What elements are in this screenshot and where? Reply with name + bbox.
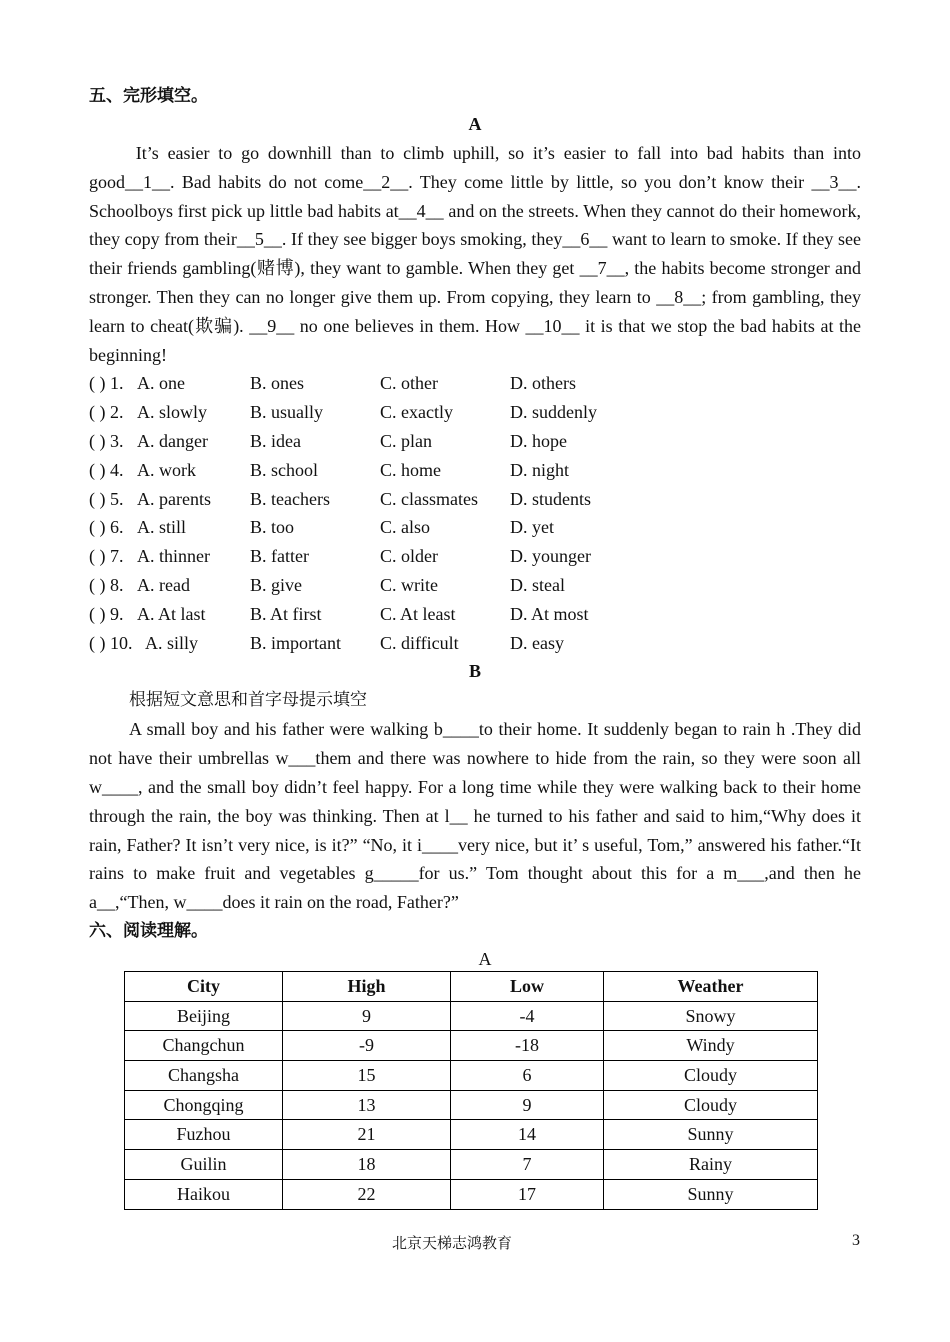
- city-cell: Guilin: [125, 1150, 283, 1180]
- weather-table: [124, 971, 818, 1210]
- option-d: D. At most: [510, 603, 589, 624]
- page-footer: [0, 1232, 950, 1252]
- question-number: ( ) 10.: [89, 632, 133, 653]
- option-a: A. thinner: [137, 546, 210, 567]
- table-header-row: [125, 972, 818, 1002]
- option-c: C. write: [380, 574, 438, 595]
- table-row: [125, 1120, 818, 1150]
- option-c: C. At least: [380, 603, 456, 624]
- option-a: A. silly: [145, 632, 199, 653]
- city-cell: Beijing: [125, 1001, 283, 1031]
- question-row: [89, 456, 861, 485]
- page-number: 3: [852, 1232, 860, 1249]
- high-cell: 21: [283, 1120, 451, 1150]
- option-b: B. teachers: [250, 488, 330, 509]
- option-b: B. school: [250, 459, 319, 480]
- city-cell: Chongqing: [125, 1090, 283, 1120]
- high-cell: 9: [283, 1001, 451, 1031]
- option-d: D. students: [510, 488, 591, 509]
- question-number: ( ) 1.: [89, 373, 124, 394]
- option-c: C. difficult: [380, 632, 459, 653]
- option-d: D. others: [510, 373, 576, 394]
- option-d: D. yet: [510, 517, 554, 538]
- city-cell: Changsha: [125, 1061, 283, 1091]
- option-c: C. plan: [380, 430, 432, 451]
- option-b: B. usually: [250, 402, 324, 423]
- low-cell: 6: [451, 1061, 604, 1091]
- option-c: C. home: [380, 459, 441, 480]
- option-b: B. important: [250, 632, 341, 653]
- worksheet-page: [89, 82, 861, 974]
- low-cell: 14: [451, 1120, 604, 1150]
- option-a: A. read: [137, 574, 190, 595]
- option-b: B. too: [250, 517, 295, 538]
- option-b: B. idea: [250, 430, 301, 451]
- weather-cell: Cloudy: [604, 1090, 818, 1120]
- part-b-instruction: 根据短文意思和首字母提示填空: [129, 690, 367, 711]
- high-cell: 18: [283, 1150, 451, 1180]
- weather-cell: Cloudy: [604, 1061, 818, 1091]
- city-cell: Fuzhou: [125, 1120, 283, 1150]
- header-low: Low: [451, 972, 604, 1002]
- option-a: A. one: [137, 373, 185, 394]
- low-cell: 9: [451, 1090, 604, 1120]
- option-c: C. other: [380, 373, 438, 394]
- option-d: D. hope: [510, 430, 567, 451]
- option-d: D. younger: [510, 546, 591, 567]
- question-number: ( ) 9.: [89, 603, 124, 624]
- option-d: D. night: [510, 459, 570, 480]
- option-c: C. exactly: [380, 402, 453, 423]
- option-a: A. slowly: [137, 402, 208, 423]
- header-weather: Weather: [604, 972, 818, 1002]
- question-row: [89, 542, 861, 571]
- table-row: [125, 1061, 818, 1091]
- table-body: [125, 1001, 818, 1209]
- cloze-passage-text: It’s easier to go downhill than to climb uphill, so it’s easier to fall into bad habits than into good__1__. Bad habits do not come__2__. They come little by little, so you don’t know their __3__. Schoolboys first pick up little bad habits at__4__ and on the streets. When they cannot do their homework, they copy from their__5__. If they see bigger boys smoking, they__6__ want to learn to smoke. If they see their friends gambling(赌博), they want to gamble. When they get __7__, the habits become stronger and stronger. Then they can no longer give them up. From copying, they learn to __8__; from gambling, they learn to cheat(欺骗). __9__ no one believes in them. How __10__ it is that we stop the bad habits at the beginning!: [89, 143, 861, 365]
- question-number: ( ) 2.: [89, 402, 124, 423]
- table-row: [125, 1001, 818, 1031]
- low-cell: 7: [451, 1150, 604, 1180]
- city-cell: Changchun: [125, 1031, 283, 1061]
- part-b-label: B: [468, 661, 481, 682]
- low-cell: -4: [451, 1001, 604, 1031]
- weather-cell: Sunny: [604, 1120, 818, 1150]
- fill-in-passage-text: A small boy and his father were walking b____to their home. It suddenly began to rain h .They did not have their umbrellas w___them and there was nowhere to hide from the rain, so they were soon all w____, and the small boy didn’t feel happy. For a long time while they were walking back to their home through the rain, the boy was thinking. Then at l__ he turned to his father and said to him,“Why does it rain, Father? It isn’t very nice, is it?” “No, it i____very nice, but it’ s useful, Tom,” answered his father.“It rains to make fruit and vegetables g_____for us.” Tom thought about this for a m___,and then he a__,“Then, w____does it rain on the road, Father?”: [89, 719, 861, 913]
- high-cell: -9: [283, 1031, 451, 1061]
- question-row: [89, 571, 861, 600]
- option-c: C. classmates: [380, 488, 478, 509]
- table-row: [125, 1150, 818, 1180]
- option-b: B. At first: [250, 603, 322, 624]
- question-number: ( ) 7.: [89, 546, 124, 567]
- question-list: [89, 369, 861, 657]
- option-b: B. ones: [250, 373, 304, 394]
- question-row: [89, 398, 861, 427]
- question-number: ( ) 8.: [89, 574, 124, 595]
- option-a: A. At last: [137, 603, 206, 624]
- table-row: [125, 1179, 818, 1209]
- footer-organization: 北京天梯志鸿教育: [392, 1234, 513, 1252]
- header-city: City: [125, 972, 283, 1002]
- question-number: ( ) 4.: [89, 459, 124, 480]
- option-d: D. easy: [510, 632, 564, 653]
- question-row: [89, 513, 861, 542]
- option-a: A. still: [137, 517, 187, 538]
- option-a: A. parents: [137, 488, 211, 509]
- question-number: ( ) 3.: [89, 430, 124, 451]
- low-cell: 17: [451, 1179, 604, 1209]
- question-row: [89, 427, 861, 456]
- weather-cell: Rainy: [604, 1150, 818, 1180]
- question-row: [89, 369, 861, 398]
- question-number: ( ) 5.: [89, 488, 124, 509]
- option-d: D. steal: [510, 574, 565, 595]
- option-c: C. also: [380, 517, 431, 538]
- high-cell: 15: [283, 1061, 451, 1091]
- header-high: High: [283, 972, 451, 1002]
- low-cell: -18: [451, 1031, 604, 1061]
- option-c: C. older: [380, 546, 438, 567]
- question-number: ( ) 6.: [89, 517, 124, 538]
- section5-title: 五、完形填空。: [89, 86, 208, 106]
- option-d: D. suddenly: [510, 402, 597, 423]
- cloze-passage: [89, 139, 861, 369]
- weather-cell: Snowy: [604, 1001, 818, 1031]
- option-a: A. danger: [137, 430, 208, 451]
- question-row: [89, 485, 861, 514]
- section6-title: 六、阅读理解。: [89, 920, 208, 941]
- table-row: [125, 1031, 818, 1061]
- option-a: A. work: [137, 459, 196, 480]
- weather-cell: Windy: [604, 1031, 818, 1061]
- question-row: [89, 600, 861, 629]
- question-row: [89, 629, 861, 658]
- part-a-label: A: [468, 114, 482, 134]
- weather-cell: Sunny: [604, 1179, 818, 1209]
- table-row: [125, 1090, 818, 1120]
- high-cell: 22: [283, 1179, 451, 1209]
- high-cell: 13: [283, 1090, 451, 1120]
- fill-in-passage: [89, 715, 861, 917]
- city-cell: Haikou: [125, 1179, 283, 1209]
- section6-part-a-label: A: [478, 948, 492, 969]
- option-b: B. fatter: [250, 546, 309, 567]
- option-b: B. give: [250, 574, 302, 595]
